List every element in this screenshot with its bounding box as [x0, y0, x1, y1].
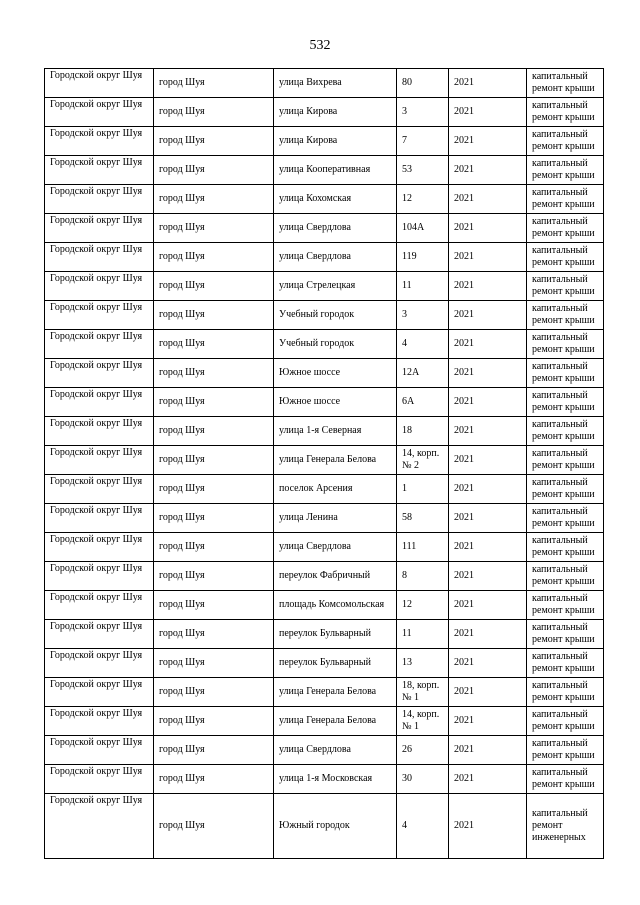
- city-cell: город Шуя: [154, 620, 274, 649]
- street-cell: поселок Арсения: [274, 475, 397, 504]
- repair-program-table: [44, 68, 604, 859]
- street-cell: переулок Бульварный: [274, 620, 397, 649]
- year-cell: 2021: [449, 359, 527, 388]
- work-type-cell: капитальный ремонт крыши: [527, 272, 604, 301]
- house-cell: 7: [397, 127, 449, 156]
- house-cell: 26: [397, 736, 449, 765]
- house-cell: 11: [397, 620, 449, 649]
- city-cell: город Шуя: [154, 417, 274, 446]
- okrug-cell: Городской округ Шуя: [45, 794, 154, 859]
- city-cell: город Шуя: [154, 649, 274, 678]
- street-cell: площадь Комсомольская: [274, 591, 397, 620]
- okrug-cell: Городской округ Шуя: [45, 446, 154, 475]
- year-cell: 2021: [449, 678, 527, 707]
- work-type-cell: капитальный ремонт крыши: [527, 243, 604, 272]
- house-cell: 11: [397, 272, 449, 301]
- year-cell: 2021: [449, 272, 527, 301]
- okrug-cell: Городской округ Шуя: [45, 504, 154, 533]
- okrug-cell: Городской округ Шуя: [45, 185, 154, 214]
- work-type-cell: капитальный ремонт крыши: [527, 736, 604, 765]
- street-cell: улица Вихрева: [274, 69, 397, 98]
- year-cell: 2021: [449, 620, 527, 649]
- work-type-cell: капитальный ремонт крыши: [527, 591, 604, 620]
- table-row: [45, 69, 604, 98]
- house-cell: 8: [397, 562, 449, 591]
- city-cell: город Шуя: [154, 504, 274, 533]
- street-cell: улица Свердлова: [274, 736, 397, 765]
- okrug-cell: Городской округ Шуя: [45, 562, 154, 591]
- table-row: [45, 562, 604, 591]
- okrug-cell: Городской округ Шуя: [45, 765, 154, 794]
- year-cell: 2021: [449, 475, 527, 504]
- city-cell: город Шуя: [154, 69, 274, 98]
- work-type-cell: капитальный ремонт крыши: [527, 98, 604, 127]
- okrug-cell: Городской округ Шуя: [45, 533, 154, 562]
- street-cell: улица Стрелецкая: [274, 272, 397, 301]
- house-cell: 104А: [397, 214, 449, 243]
- table-row: [45, 388, 604, 417]
- city-cell: город Шуя: [154, 330, 274, 359]
- year-cell: 2021: [449, 69, 527, 98]
- house-cell: 18: [397, 417, 449, 446]
- street-cell: улица Генерала Белова: [274, 678, 397, 707]
- work-type-cell: капитальный ремонт крыши: [527, 214, 604, 243]
- work-type-cell: капитальный ремонт крыши: [527, 562, 604, 591]
- house-cell: 53: [397, 156, 449, 185]
- table-row: [45, 591, 604, 620]
- okrug-cell: Городской округ Шуя: [45, 243, 154, 272]
- work-type-cell: капитальный ремонт крыши: [527, 359, 604, 388]
- city-cell: город Шуя: [154, 475, 274, 504]
- table-row: [45, 794, 604, 859]
- year-cell: 2021: [449, 301, 527, 330]
- city-cell: город Шуя: [154, 765, 274, 794]
- year-cell: 2021: [449, 591, 527, 620]
- okrug-cell: Городской округ Шуя: [45, 156, 154, 185]
- okrug-cell: Городской округ Шуя: [45, 214, 154, 243]
- city-cell: город Шуя: [154, 794, 274, 859]
- okrug-cell: Городской округ Шуя: [45, 591, 154, 620]
- house-cell: 1: [397, 475, 449, 504]
- okrug-cell: Городской округ Шуя: [45, 707, 154, 736]
- house-cell: 14, корп. № 1: [397, 707, 449, 736]
- city-cell: город Шуя: [154, 446, 274, 475]
- year-cell: 2021: [449, 794, 527, 859]
- year-cell: 2021: [449, 243, 527, 272]
- okrug-cell: Городской округ Шуя: [45, 649, 154, 678]
- table-row: [45, 446, 604, 475]
- table-row: [45, 156, 604, 185]
- table-row: [45, 301, 604, 330]
- year-cell: 2021: [449, 417, 527, 446]
- work-type-cell: капитальный ремонт крыши: [527, 446, 604, 475]
- street-cell: Учебный городок: [274, 330, 397, 359]
- year-cell: 2021: [449, 504, 527, 533]
- okrug-cell: Городской округ Шуя: [45, 620, 154, 649]
- house-cell: 4: [397, 794, 449, 859]
- street-cell: переулок Бульварный: [274, 649, 397, 678]
- house-cell: 13: [397, 649, 449, 678]
- work-type-cell: капитальный ремонт крыши: [527, 533, 604, 562]
- street-cell: улица Свердлова: [274, 214, 397, 243]
- work-type-cell: капитальный ремонт крыши: [527, 301, 604, 330]
- work-type-cell: капитальный ремонт крыши: [527, 156, 604, 185]
- table-row: [45, 243, 604, 272]
- street-cell: улица Свердлова: [274, 243, 397, 272]
- table-row: [45, 736, 604, 765]
- table-row: [45, 330, 604, 359]
- okrug-cell: Городской округ Шуя: [45, 475, 154, 504]
- okrug-cell: Городской округ Шуя: [45, 127, 154, 156]
- city-cell: город Шуя: [154, 388, 274, 417]
- year-cell: 2021: [449, 127, 527, 156]
- house-cell: 30: [397, 765, 449, 794]
- work-type-cell: капитальный ремонт крыши: [527, 388, 604, 417]
- year-cell: 2021: [449, 707, 527, 736]
- year-cell: 2021: [449, 649, 527, 678]
- house-cell: 58: [397, 504, 449, 533]
- house-cell: 3: [397, 301, 449, 330]
- year-cell: 2021: [449, 156, 527, 185]
- okrug-cell: Городской округ Шуя: [45, 678, 154, 707]
- work-type-cell: капитальный ремонт крыши: [527, 765, 604, 794]
- street-cell: улица 1-я Московская: [274, 765, 397, 794]
- work-type-cell: капитальный ремонт инженерных: [527, 794, 604, 859]
- city-cell: город Шуя: [154, 562, 274, 591]
- year-cell: 2021: [449, 214, 527, 243]
- house-cell: 12А: [397, 359, 449, 388]
- table-row: [45, 475, 604, 504]
- table-row: [45, 504, 604, 533]
- street-cell: улица Ленина: [274, 504, 397, 533]
- work-type-cell: капитальный ремонт крыши: [527, 620, 604, 649]
- city-cell: город Шуя: [154, 301, 274, 330]
- street-cell: улица Кооперативная: [274, 156, 397, 185]
- okrug-cell: Городской округ Шуя: [45, 417, 154, 446]
- work-type-cell: капитальный ремонт крыши: [527, 330, 604, 359]
- city-cell: город Шуя: [154, 359, 274, 388]
- table-row: [45, 620, 604, 649]
- table-row: [45, 359, 604, 388]
- table-row: [45, 678, 604, 707]
- house-cell: 111: [397, 533, 449, 562]
- okrug-cell: Городской округ Шуя: [45, 359, 154, 388]
- page-number: 532: [309, 38, 331, 53]
- house-cell: 4: [397, 330, 449, 359]
- table-body: [45, 69, 604, 859]
- table-row: [45, 707, 604, 736]
- year-cell: 2021: [449, 765, 527, 794]
- street-cell: улица Свердлова: [274, 533, 397, 562]
- table-row: [45, 533, 604, 562]
- year-cell: 2021: [449, 736, 527, 765]
- street-cell: улица Кирова: [274, 98, 397, 127]
- street-cell: Учебный городок: [274, 301, 397, 330]
- table-row: [45, 214, 604, 243]
- work-type-cell: капитальный ремонт крыши: [527, 707, 604, 736]
- street-cell: улица Генерала Белова: [274, 446, 397, 475]
- work-type-cell: капитальный ремонт крыши: [527, 127, 604, 156]
- work-type-cell: капитальный ремонт крыши: [527, 185, 604, 214]
- year-cell: 2021: [449, 330, 527, 359]
- table-row: [45, 185, 604, 214]
- city-cell: город Шуя: [154, 243, 274, 272]
- okrug-cell: Городской округ Шуя: [45, 301, 154, 330]
- street-cell: улица Генерала Белова: [274, 707, 397, 736]
- okrug-cell: Городской округ Шуя: [45, 330, 154, 359]
- street-cell: переулок Фабричный: [274, 562, 397, 591]
- street-cell: Южный городок: [274, 794, 397, 859]
- city-cell: город Шуя: [154, 127, 274, 156]
- city-cell: город Шуя: [154, 591, 274, 620]
- year-cell: 2021: [449, 388, 527, 417]
- okrug-cell: Городской округ Шуя: [45, 69, 154, 98]
- city-cell: город Шуя: [154, 707, 274, 736]
- city-cell: город Шуя: [154, 678, 274, 707]
- work-type-cell: капитальный ремонт крыши: [527, 649, 604, 678]
- house-cell: 12: [397, 185, 449, 214]
- house-cell: 12: [397, 591, 449, 620]
- work-type-cell: капитальный ремонт крыши: [527, 475, 604, 504]
- city-cell: город Шуя: [154, 533, 274, 562]
- city-cell: город Шуя: [154, 185, 274, 214]
- year-cell: 2021: [449, 185, 527, 214]
- work-type-cell: капитальный ремонт крыши: [527, 417, 604, 446]
- house-cell: 18, корп. № 1: [397, 678, 449, 707]
- year-cell: 2021: [449, 446, 527, 475]
- table-row: [45, 417, 604, 446]
- table-row: [45, 127, 604, 156]
- work-type-cell: капитальный ремонт крыши: [527, 678, 604, 707]
- street-cell: Южное шоссе: [274, 388, 397, 417]
- okrug-cell: Городской округ Шуя: [45, 98, 154, 127]
- okrug-cell: Городской округ Шуя: [45, 272, 154, 301]
- okrug-cell: Городской округ Шуя: [45, 736, 154, 765]
- house-cell: 3: [397, 98, 449, 127]
- city-cell: город Шуя: [154, 98, 274, 127]
- year-cell: 2021: [449, 98, 527, 127]
- year-cell: 2021: [449, 533, 527, 562]
- house-cell: 80: [397, 69, 449, 98]
- table-row: [45, 98, 604, 127]
- city-cell: город Шуя: [154, 156, 274, 185]
- table-row: [45, 765, 604, 794]
- house-cell: 6А: [397, 388, 449, 417]
- year-cell: 2021: [449, 562, 527, 591]
- work-type-cell: капитальный ремонт крыши: [527, 69, 604, 98]
- street-cell: Южное шоссе: [274, 359, 397, 388]
- city-cell: город Шуя: [154, 736, 274, 765]
- table-row: [45, 649, 604, 678]
- city-cell: город Шуя: [154, 214, 274, 243]
- street-cell: улица 1-я Северная: [274, 417, 397, 446]
- street-cell: улица Кохомская: [274, 185, 397, 214]
- street-cell: улица Кирова: [274, 127, 397, 156]
- house-cell: 119: [397, 243, 449, 272]
- table-row: [45, 272, 604, 301]
- work-type-cell: капитальный ремонт крыши: [527, 504, 604, 533]
- city-cell: город Шуя: [154, 272, 274, 301]
- house-cell: 14, корп. № 2: [397, 446, 449, 475]
- okrug-cell: Городской округ Шуя: [45, 388, 154, 417]
